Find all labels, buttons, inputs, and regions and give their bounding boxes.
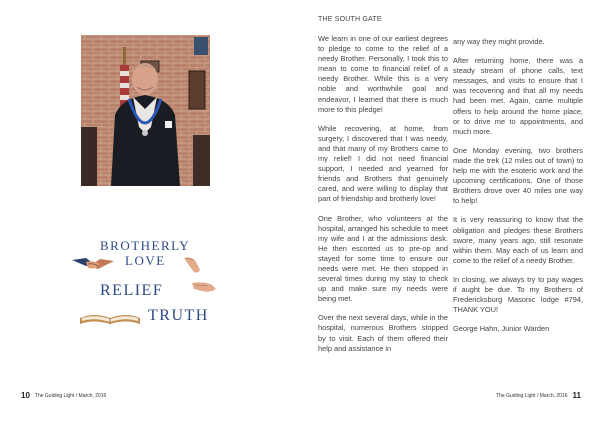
paragraph: While recovering, at home, from surgery, I discovered that I was needy, and that many of my Brothers came to my relief! I did not need financial support, I needed and yearned for friends and Brothers that genuinely cared, and were willing to display that part of friendship and brotherly love! [318, 123, 448, 204]
article-column-left [318, 34, 448, 363]
publication-name: The Guiding Light / March, 2016 [34, 393, 107, 399]
section-title: THE SOUTH GATE [318, 16, 382, 23]
masonic-motto-logo [70, 236, 220, 330]
paragraph: It is very reassuring to know that the obligation and pledges these Brothers swore, many years ago, still resonate within them. May each of us learn and come to the relief of a needy Brother. [453, 215, 583, 265]
paragraph: One Monday evening, two brothers made the trek (12 miles out of town) to help me with the esoteric work and the upcoming certifications. One of those Brothers drove over 40 miles one way to help! [453, 145, 583, 206]
helping-hand-icon [182, 254, 204, 276]
paragraph: One Brother, who volunteers at the hospital, arranged his schedule to meet my wife and I at the admissions desk. He then escorted us to pre-op and stayed for some time to ensure our needs were met. He then stopped in several times during my stay to check up and make sure my needs were being met. [318, 213, 448, 304]
paragraph: After returning home, there was a steady stream of phone calls, text messages, and visits to ensure that I was recovering and that all my needs had been met. Again, came multiple offers to help around the home place, or to drive me to appointments, and much more. [453, 56, 583, 136]
page-number: 10 [21, 391, 30, 400]
motto-word-truth: TRUTH [148, 307, 209, 324]
paragraph: In closing, we always try to pay wages if aught be due. To my Brothers of Fredericksburg Masonic lodge #794, THANK YOU! [453, 274, 583, 315]
helping-hand-icon [190, 279, 218, 295]
article-column-right [453, 37, 583, 343]
portrait-photo [81, 35, 210, 186]
handshake-icon [72, 254, 114, 276]
paragraph: any way they might provide. [453, 37, 545, 46]
publication-name: The Guiding Light / March, 2016 [496, 393, 568, 399]
page-footer-right [496, 391, 581, 400]
motto-word-brotherly: BROTHERLY [100, 238, 191, 253]
motto-word-love: LOVE [125, 253, 166, 268]
open-book-icon [78, 310, 142, 326]
motto-word-relief: RELIEF [100, 282, 164, 299]
page-footer-left [21, 391, 106, 400]
paragraph: Over the next several days, while in the hospital, numerous Brothers stopped by to visit. Each of them offered their help and assistance in [318, 313, 448, 353]
page-number: 11 [572, 391, 581, 400]
paragraph: We learn in one of our earliest degrees to pledge to come to the relief of a needy Brother. Personally, I took this to mean to come to financial relief of a needy Brother. While this is a very noble and worthwhile goal and endeavor, I learned that there is much more to this pledge! [318, 34, 448, 114]
right-page [300, 0, 600, 424]
author-signature: George Hahn, Junior Warden [453, 324, 550, 334]
